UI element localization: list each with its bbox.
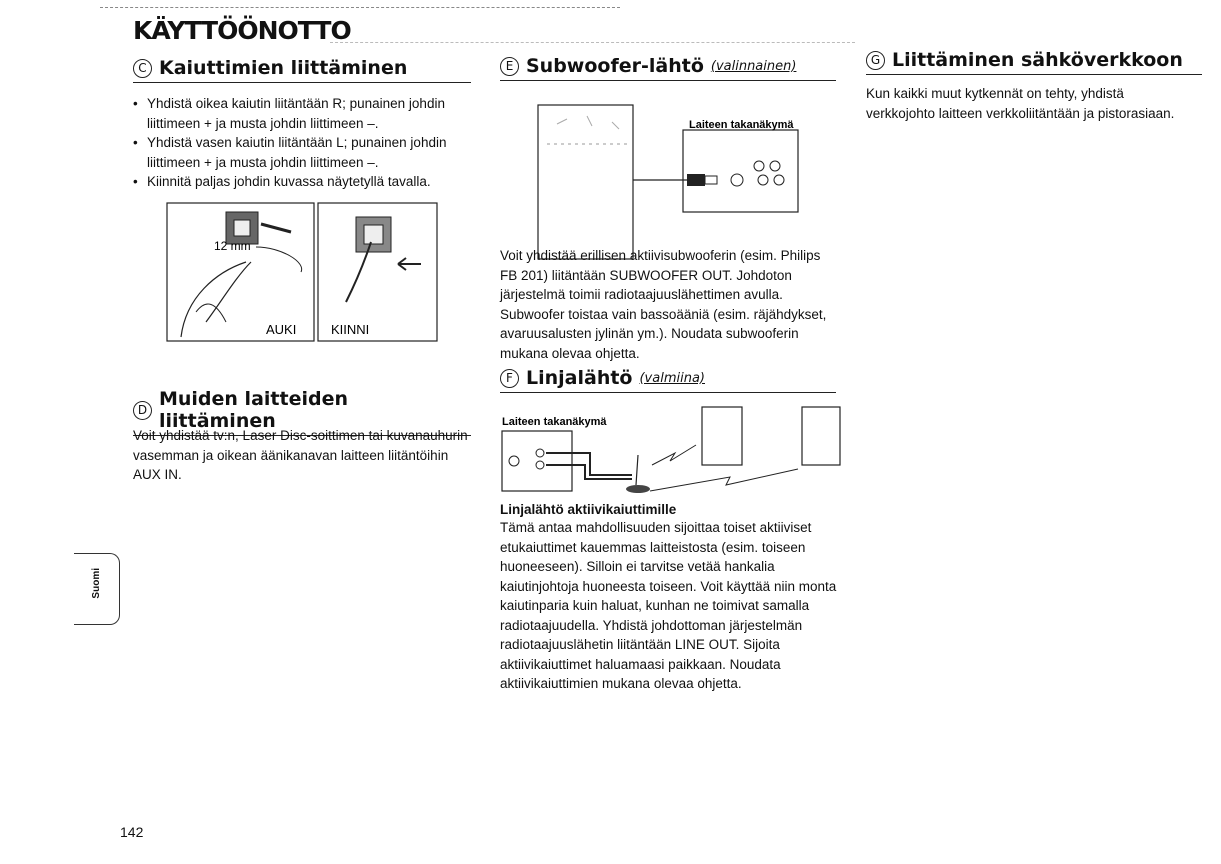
section-e-subtitle: (valinnainen) [710, 58, 797, 74]
section-g-text: Kun kaikki muut kytkennät on tehty, yhdistä verkkojohto laitteen verkkoliitäntään ja pistorasiaan. [866, 86, 1175, 121]
language-tab-label: Suomi [91, 568, 102, 599]
figure-label-closed: KIINNI [331, 322, 370, 337]
section-f-subheading: Linjalähtö aktiivikaiuttimille [500, 502, 677, 517]
bullet-item: • Yhdistä vasen kaiutin liitäntään L; punainen johdin liittimeen + ja musta johdin liittimeen –. [133, 133, 473, 172]
section-f-subtitle: (valmiina) [639, 370, 705, 386]
subwoofer-illustration [537, 104, 803, 260]
section-f-text: Tämä antaa mahdollisuuden sijoittaa toiset aktiiviset etukaiuttimet kauemmas laitteistosta (esim. toiseen huoneeseen). Silloin ei tarvitse vetää hankalia kaiutinjohtoja huoneesta toiseen. Voit käyttää niin monta kaiutinparia kuin haluat, kunhan ne toimivat samalla radiotaajuudella. Yhdistä johdottoman järjestelmän radiotaajuuslähetin liitäntään LINE OUT. Sijoita aktiivikaiuttimet haluamaasi paikkaan. Noudata aktiivikaiuttimien mukana olevaa ohjetta. [500, 520, 837, 691]
section-e-letter: E [500, 57, 519, 76]
section-f-letter: F [500, 369, 519, 388]
section-d-letter: D [133, 401, 152, 420]
section-f-title: Linjalähtö [526, 367, 633, 389]
section-d-title: Muiden laitteiden liittäminen [158, 388, 348, 432]
section-d-text: Voit yhdistää tv:n, Laser Disc-soittimen tai kuvanauhurin vasemman ja oikean äänikanavan laitteen liitäntöihin AUX IN. [133, 428, 468, 482]
measure-label: 12 mm [214, 239, 251, 253]
section-g-heading [866, 49, 1202, 75]
figure-label-open: AUKI [266, 322, 297, 337]
bullet-item: • Kiinnitä paljas johdin kuvassa näytetyllä tavalla. [133, 172, 473, 192]
section-g-title: Liittäminen sähköverkkoon [892, 49, 1183, 71]
section-c-letter: C [133, 59, 152, 78]
section-c-bullets [133, 94, 473, 192]
section-g-letter: G [866, 51, 885, 70]
bullet-item: • Yhdistä oikea kaiutin liitäntään R; punainen johdin liittimeen + ja musta johdin liittimeen –. [133, 94, 473, 133]
page-title: KÄYTTÖÖNOTTO [133, 16, 351, 45]
section-e-title: Subwoofer-lähtö [526, 55, 704, 77]
top-dashed-rule [100, 7, 620, 8]
section-f-heading [500, 367, 836, 393]
line-out-illustration [500, 403, 845, 501]
subwoofer-figure [537, 104, 803, 260]
line-out-figure [500, 403, 845, 501]
speaker-wire-figure [166, 202, 438, 342]
section-e-heading [500, 55, 836, 81]
page-number: 142 [120, 824, 144, 840]
subwoofer-figure-label: Laiteen takanäkymä [689, 119, 794, 131]
section-c-heading [133, 57, 471, 83]
header-dashed-rule [330, 42, 855, 43]
speaker-wire-illustration [166, 202, 438, 342]
line-out-figure-label: Laiteen takanäkymä [502, 416, 607, 428]
section-e-text: Voit yhdistää erillisen aktiivisubwooferin (esim. Philips FB 201) liitäntään SUBWOOFER OUT. Johdoton järjestelmä toimii radiotaajuuslähettimen avulla. Subwoofer toistaa vain bassoääniä (esim. räjähdykset, avaruusalusten jylinän ym.). Noudata subwooferin mukana olevaa ohjetta. [500, 248, 827, 361]
section-c-title: Kaiuttimien liittäminen [159, 57, 408, 79]
